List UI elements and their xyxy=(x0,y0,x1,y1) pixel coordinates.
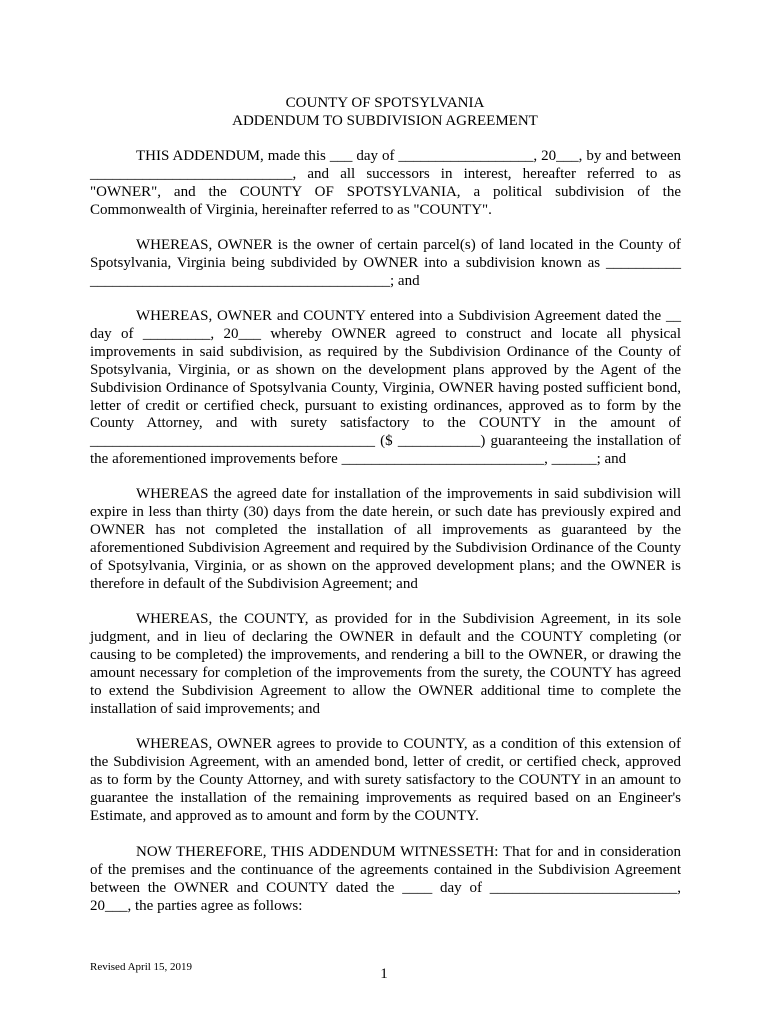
document-title-addendum: ADDENDUM TO SUBDIVISION AGREEMENT xyxy=(232,113,538,129)
paragraph-preamble: THIS ADDENDUM, made this ___ day of __________________, 20___, by and between ___________________________, and all successors in interest, hereafter referred to as "OWNER", and the COUNTY OF SPOTSYLVANIA, a political subdivision of the Commonwealth of Virginia, hereinafter referred to as "COUNTY". xyxy=(90,148,681,218)
page-number: 1 xyxy=(380,966,388,982)
paragraph-whereas-county-extension: WHEREAS, the COUNTY, as provided for in the Subdivision Agreement, in its sole judgment, and in lieu of declaring the OWNER in default and the COUNTY completing (or causing to be completed) the improvements, and rendering a bill to the OWNER, or drawing the amount necessary for completion of the improvements from the surety, the COUNTY has agreed to extend the Subdivision Agreement to allow the OWNER additional time to complete the installation of said improvements; and xyxy=(90,611,681,717)
paragraph-whereas-amended-bond: WHEREAS, OWNER agrees to provide to COUNTY, as a condition of this extension of the Subdivision Agreement, with an amended bond, letter of credit, or certified check, approved as to form by the County Attorney, and with surety satisfactory to the COUNTY in an amount to guarantee the installation of the remaining improvements as required based on an Engineer's Estimate, and approved as to amount and form by the COUNTY. xyxy=(90,736,681,824)
paragraph-now-therefore: NOW THEREFORE, THIS ADDENDUM WITNESSETH: That for and in consideration of the premises and the continuance of the agreements contained in the Subdivision Agreement between the OWNER and COUNTY dated the ____ day of _________________________, 20___, the parties agree as follows: xyxy=(90,844,681,914)
document-title-county: COUNTY OF SPOTSYLVANIA xyxy=(285,95,485,111)
paragraph-whereas-owner-parcel: WHEREAS, OWNER is the owner of certain parcel(s) of land located in the County of Spotsylvania, Virginia being subdivided by OWNER into a subdivision known as __________ ________________________________________; and xyxy=(90,237,681,289)
revision-date: Revised April 15, 2019 xyxy=(90,961,193,973)
paragraph-whereas-expiration: WHEREAS the agreed date for installation of the improvements in said subdivision will expire in less than thirty (30) days from the date herein, or such date has previously expired and OWNER has not completed the installation of all improvements as guaranteed by the aforementioned Subdivision Agreement and required by the Subdivision Ordinance of the County of Spotsylvania, Virginia, or as shown on the approved development plans; and the OWNER is therefore in default of the Subdivision Agreement; and xyxy=(90,486,681,592)
paragraph-whereas-agreement: WHEREAS, OWNER and COUNTY entered into a Subdivision Agreement dated the __ day of _________, 20___ whereby OWNER agreed to construct and locate all physical improvements in said subdivision, as required by the Subdivision Ordinance of the County of Spotsylvania, Virginia, or as shown on the development plans approved by the Agent of the Subdivision Ordinance of Spotsylvania County, Virginia, OWNER having posted sufficient bond, letter of credit or certified check, pursuant to existing ordinances, approved as to form by the County Attorney, and with surety satisfactory to the COUNTY in the amount of ______________________________________ ($ ___________) guaranteeing the installation of the aforementioned improvements before ___________________________, ______; and xyxy=(90,308,681,468)
